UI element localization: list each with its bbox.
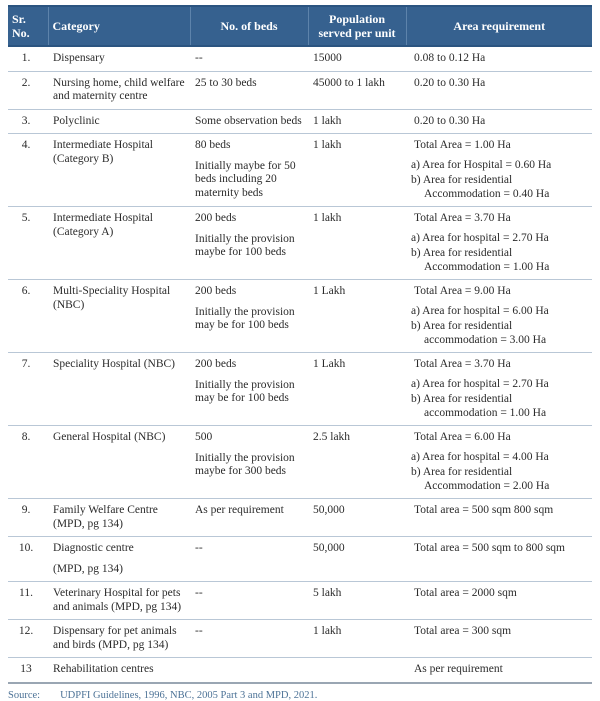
table-row (8, 207, 592, 280)
table-row (8, 353, 592, 426)
cell-area-requirement: Total Area = 1.00 Ha a) Area for Hospital = 0.60 Ha b) Area for residential Accommodation = 0.40 Ha (406, 134, 592, 207)
cell-category: Diagnostic centre (MPD, pg 134) (48, 537, 190, 582)
header-row (8, 6, 592, 46)
cell-population: 1 Lakh (308, 353, 406, 426)
table-row (8, 71, 592, 109)
table-row (8, 46, 592, 71)
table-row (8, 134, 592, 207)
cell-no-of-beds: 200 beds Initially the provision may be for 100 beds (190, 353, 308, 426)
cell-category: Family Welfare Centre (MPD, pg 134) (48, 499, 190, 537)
table-row (8, 499, 592, 537)
cell-area-requirement: 0.20 to 0.30 Ha (406, 71, 592, 109)
cell-sr-no: 1. (21, 52, 31, 64)
cell-sr-no: 3. (8, 109, 48, 134)
cell-no-of-beds: Some observation beds (190, 109, 308, 134)
cell-no-of-beds: 500 Initially the provision maybe for 300 beds (190, 426, 308, 499)
header-sr-no: Sr. No. (8, 6, 48, 46)
cell-population: 2.5 lakh (308, 426, 406, 499)
cell-no-of-beds (190, 658, 308, 683)
cell-no-of-beds: -- (190, 582, 308, 620)
cell-category: Intermediate Hospital (Category B) (48, 134, 190, 207)
cell-population: 1 Lakh (308, 280, 406, 353)
cell-population: 50,000 (308, 537, 406, 582)
cell-no-of-beds: 25 to 30 beds (190, 71, 308, 109)
cell-sr-no: 5. (8, 207, 48, 280)
cell-sr-no: 9. (8, 499, 48, 537)
table-header (8, 6, 592, 46)
cell-category: Dispensary for pet animals and birds (MPD, pg 134) (48, 620, 190, 658)
cell-sr-no: 11. (8, 582, 48, 620)
table-row (8, 658, 592, 683)
cell-population: 1 lakh (308, 620, 406, 658)
header-category: Category (48, 6, 190, 46)
cell-sr-no: 12. (8, 620, 48, 658)
cell-population: 5 lakh (308, 582, 406, 620)
cell-population: 15000 (313, 52, 342, 64)
cell-category: Rehabilitation centres (48, 658, 190, 683)
cell-category: Dispensary (53, 52, 105, 64)
health-facilities-table (8, 5, 592, 684)
cell-area-requirement: Total area = 300 sqm (406, 620, 592, 658)
cell-category: General Hospital (NBC) (48, 426, 190, 499)
cell-sr-no: 8. (8, 426, 48, 499)
cell-sr-no: 4. (8, 134, 48, 207)
cell-sr-no: 10. (8, 537, 48, 582)
table-row (8, 582, 592, 620)
cell-no-of-beds: 200 beds Initially the provision may be for 100 beds (190, 280, 308, 353)
cell-population: 45000 to 1 lakh (308, 71, 406, 109)
cell-category: Multi-Speciality Hospital (NBC) (48, 280, 190, 353)
header-area-req: Area requirement (406, 6, 592, 46)
source-label: Source: (8, 689, 41, 701)
cell-no-of-beds: -- (190, 620, 308, 658)
cell-population (308, 658, 406, 683)
cell-area-requirement: Total Area = 3.70 Ha a) Area for hospital = 2.70 Ha b) Area for residential Accommodation = 1.00 Ha (406, 207, 592, 280)
cell-sr-no: 13 (8, 658, 48, 683)
cell-category: Intermediate Hospital (Category A) (48, 207, 190, 280)
table-body (8, 46, 592, 683)
cell-population: 1 lakh (308, 134, 406, 207)
cell-area-requirement: 0.08 to 0.12 Ha (414, 52, 486, 64)
table-row (8, 280, 592, 353)
cell-category: Veterinary Hospital for pets and animals (MPD, pg 134) (48, 582, 190, 620)
header-population: Population served per unit (308, 6, 406, 46)
cell-area-requirement: Total area = 2000 sqm (406, 582, 592, 620)
cell-no-of-beds: 80 beds Initially maybe for 50 beds including 20 maternity beds (190, 134, 308, 207)
table-row (8, 109, 592, 134)
cell-population: 50,000 (308, 499, 406, 537)
cell-area-requirement: As per requirement (406, 658, 592, 683)
cell-area-requirement: Total area = 500 sqm 800 sqm (406, 499, 592, 537)
table-row (8, 426, 592, 499)
cell-area-requirement: Total area = 500 sqm to 800 sqm (406, 537, 592, 582)
cell-area-requirement: Total Area = 6.00 Ha a) Area for hospital = 4.00 Ha b) Area for residential Accommodation = 2.00 Ha (406, 426, 592, 499)
cell-population: 1 lakh (308, 109, 406, 134)
cell-no-of-beds: 200 beds Initially the provision maybe for 100 beds (190, 207, 308, 280)
source-text: UDPFI Guidelines, 1996, NBC, 2005 Part 3 and MPD, 2021. (60, 689, 318, 701)
table-row (8, 537, 592, 582)
cell-no-of-beds: -- (190, 537, 308, 582)
cell-population: 1 lakh (308, 207, 406, 280)
cell-sr-no: 7. (8, 353, 48, 426)
header-no-of-beds: No. of beds (190, 6, 308, 46)
source-note (8, 690, 592, 701)
cell-area-requirement: Total Area = 9.00 Ha a) Area for hospital = 6.00 Ha b) Area for residential accommodation = 3.00 Ha (406, 280, 592, 353)
table-row (8, 620, 592, 658)
cell-area-requirement: 0.20 to 0.30 Ha (406, 109, 592, 134)
cell-category: Nursing home, child welfare and maternity centre (48, 71, 190, 109)
cell-no-of-beds: As per requirement (190, 499, 308, 537)
cell-no-of-beds: -- (195, 52, 203, 64)
cell-sr-no: 2. (8, 71, 48, 109)
cell-area-requirement: Total Area = 3.70 Ha a) Area for hospital = 2.70 Ha b) Area for residential accommodation = 1.00 Ha (406, 353, 592, 426)
cell-category: Polyclinic (48, 109, 190, 134)
cell-sr-no: 6. (8, 280, 48, 353)
cell-category: Speciality Hospital (NBC) (48, 353, 190, 426)
